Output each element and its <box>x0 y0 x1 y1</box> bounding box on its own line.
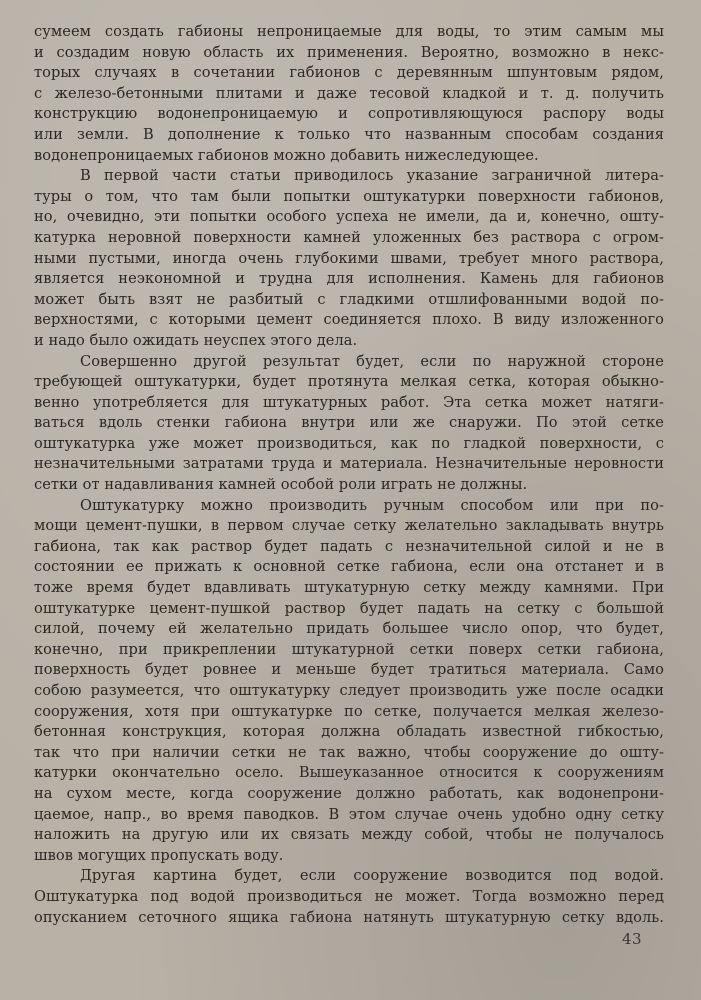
text-line: конечно, при прикреплении штукатурной сетки поверх сетки габиона, <box>34 640 664 658</box>
text-line: В первой части статьи приводилось указание заграничной литера- <box>80 167 664 185</box>
text-line: так что при наличии сетки не так важно, чтобы сооружение до ошту- <box>34 743 664 761</box>
text-line: опусканием сеточного ящика габиона натянуть штукатурную сетку вдоль. <box>34 908 664 926</box>
text-line: на сухом месте, когда сооружение должно работать, как водонепрони- <box>34 784 664 802</box>
text-line: силой, почему ей желательно придать большее число опор, что будет, <box>34 620 664 638</box>
text-line: оштукатурке цемент-пушкой раствор будет падать на сетку с большой <box>34 599 664 617</box>
text-line: сумеем создать габионы непроницаемые для воды, то этим самым мы <box>34 23 664 40</box>
text-line: Оштукатурку можно производить ручным способом или при по- <box>80 496 664 514</box>
text-line: венно употребляется для штукатурных работ. Эта сетка может натяги- <box>34 393 664 411</box>
text-line: незначительными затратами труда и материала. Незначительные неровности <box>34 455 664 473</box>
text-line: катурки окончательно осело. Вышеуказанное относится к сооружениям <box>34 764 664 782</box>
text-line: швов могущих пропускать воду. <box>34 846 284 864</box>
text-line: но, очевидно, эти попытки особого успеха не имели, да и, конечно, ошту- <box>34 208 664 226</box>
text-line: катурка неровной поверхности камней уложенных без раствора с огром- <box>34 228 664 246</box>
text-line: цаемое, напр., во время паводков. В этом случае очень удобно одну сетку <box>34 805 664 823</box>
text-line: ваться вдоль стенки габиона внутри или же снаружи. По этой сетке <box>34 414 664 432</box>
text-line: габиона, так как раствор будет падать с незначительной силой и не в <box>34 537 664 555</box>
text-line: ными пустыми, иногда очень глубокими швами, требует много раствора, <box>34 249 664 267</box>
text-line: состоянии ее прижать к основной сетке габиона, если она отстанет и в <box>34 558 664 576</box>
text-line: мощи цемент-пушки, в первом случае сетку желательно закладывать внутрь <box>34 517 664 535</box>
text-line: собою разумеется, что оштукатурку следует производить уже после осадки <box>34 682 664 699</box>
text-line: водонепроницаемых габионов можно добавить нижеследующее. <box>34 146 539 164</box>
text-line: Оштукатурка под водой производиться не может. Тогда возможно перед <box>34 887 664 905</box>
text-line: Другая картина будет, если сооружение возводится под водой. <box>80 867 664 885</box>
text-line: может быть взят не разбитый с гладкими отшлифованными водой по- <box>34 290 664 308</box>
text-line: торых случаях в сочетании габионов с деревянным шпунтовым рядом, <box>34 64 664 82</box>
text-line: и надо было ожидать неуспех этого дела. <box>34 331 358 349</box>
text-line: Совершенно другой результат будет, если по наружной стороне <box>80 352 664 370</box>
text-line: требующей оштукатурки, будет протянута мелкая сетка, которая обыкно- <box>34 373 664 391</box>
text-line: наложить на другую или их связать между собой, чтобы не получалось <box>34 826 664 844</box>
text-line: тоже время будет вдавливать штукатурную сетку между камнями. При <box>34 579 664 597</box>
text-line: оштукатурка уже может производиться, как по гладкой поверхности, с <box>34 434 664 452</box>
text-line: поверхность будет ровнее и меньше будет тратиться материала. Само <box>34 661 664 679</box>
page-number: 43 <box>622 930 643 948</box>
text-line: сетки от надавливания камней особой роли играть не должны. <box>34 476 528 494</box>
text-line: бетонная конструкция, которая должна обладать известной гибкостью, <box>34 723 664 741</box>
text-line: сооружения, хотя при оштукатурке по сетке, получается мелкая железо- <box>34 702 664 720</box>
text-line: или земли. В дополнение к только что названным способам создания <box>34 125 664 143</box>
text-line: конструкцию водонепроницаемую и сопротивляющуюся распору воды <box>34 105 664 123</box>
text-line: и создадим новую область их применения. Вероятно, возможно в некс- <box>34 43 664 61</box>
text-line: туры о том, что там были попытки оштукатурки поверхности габионов, <box>34 187 664 205</box>
text-line: с железо-бетонными плитами и даже тесовой кладкой и т. д. получить <box>34 84 664 102</box>
text-line: является неэкономной и трудна для исполнения. Камень для габионов <box>34 270 664 288</box>
body-text <box>34 22 664 928</box>
text-line: верхностями, с которыми цемент соединяется плохо. В виду изложенного <box>34 311 664 329</box>
